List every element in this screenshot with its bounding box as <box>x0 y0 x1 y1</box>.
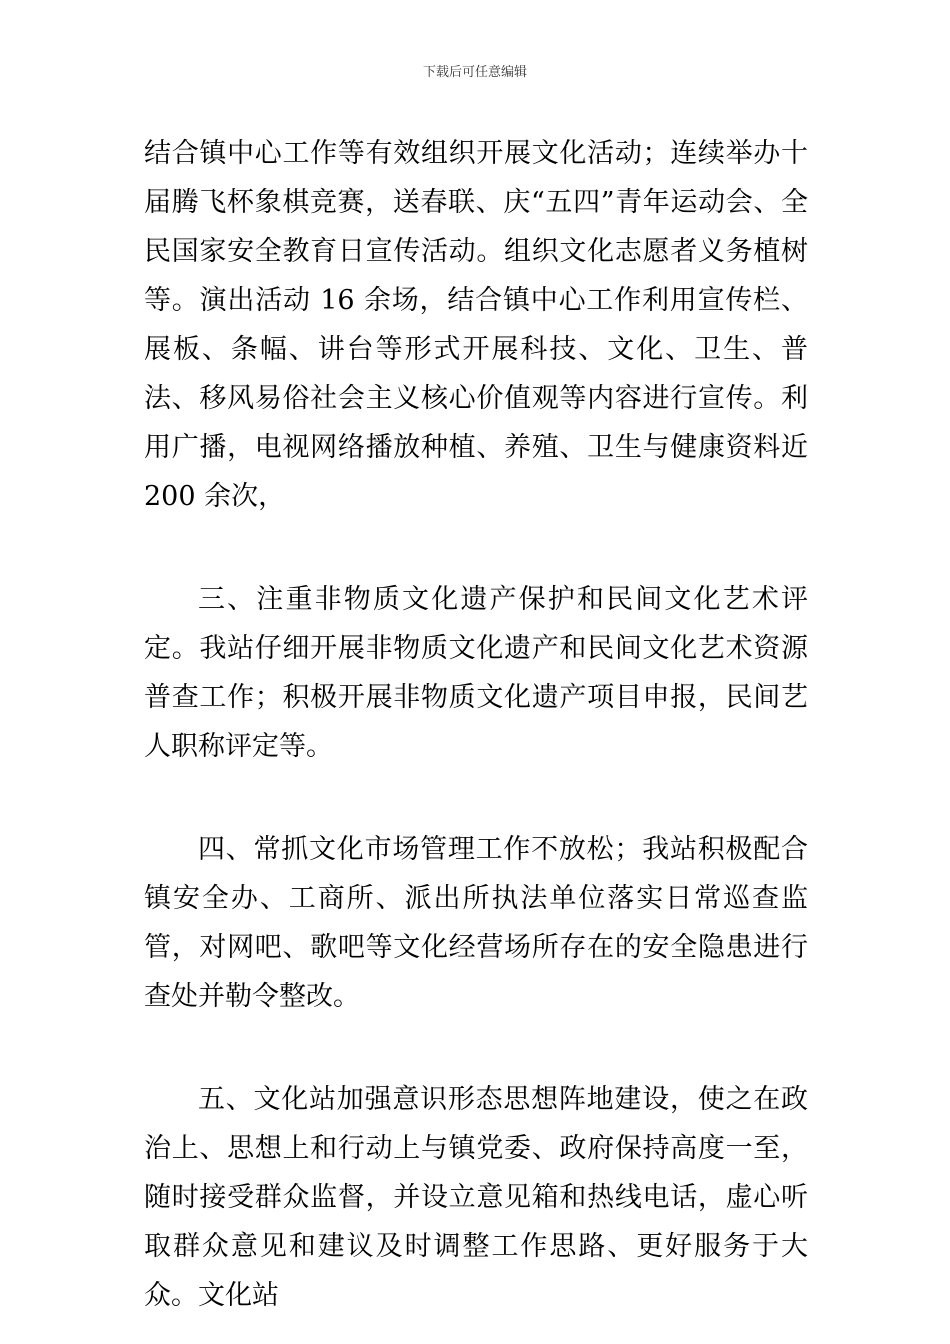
document-body <box>144 129 808 1320</box>
paragraph-section-three: 三、注重非物质文化遗产保护和民间文化艺术评定。我站仔细开展非物质文化遗产和民间文化艺术资源普查工作；积极开展非物质文化遗产项目申报，民间艺人职称评定等。 <box>144 584 808 762</box>
paragraph-continued: 结合镇中心工作等有效组织开展文化活动；连续举办十届腾飞杯象棋竞赛，送春联、庆“五四”青年运动会、全民国家安全教育日宣传活动。组织文化志愿者义务植树等。演出活动 16 余场，结合镇中心工作利用宣传栏、展板、条幅、讲台等形式开展科技、文化、卫生、普法、移风易俗社会主义核心价值观等内容进行宣传。利用广播，电视网络播放种植、养殖、卫生与健康资料近 200 余次， <box>144 138 808 512</box>
paragraph-section-four: 四、常抓文化市场管理工作不放松；我站积极配合镇安全办、工商所、派出所执法单位落实日常巡查监管，对网吧、歌吧等文化经营场所存在的安全隐患进行查处并勒令整改。 <box>144 834 808 1012</box>
page-header-note: 下载后可任意编辑 <box>422 65 527 80</box>
paragraph-section-five: 五、文化站加强意识形态思想阵地建设，使之在政治上、思想上和行动上与镇党委、政府保持高度一至，随时接受群众监督，并设立意见箱和热线电话，虚心听取群众意见和建议及时调整工作思路、更好服务于大众。文化站 <box>144 1084 808 1311</box>
